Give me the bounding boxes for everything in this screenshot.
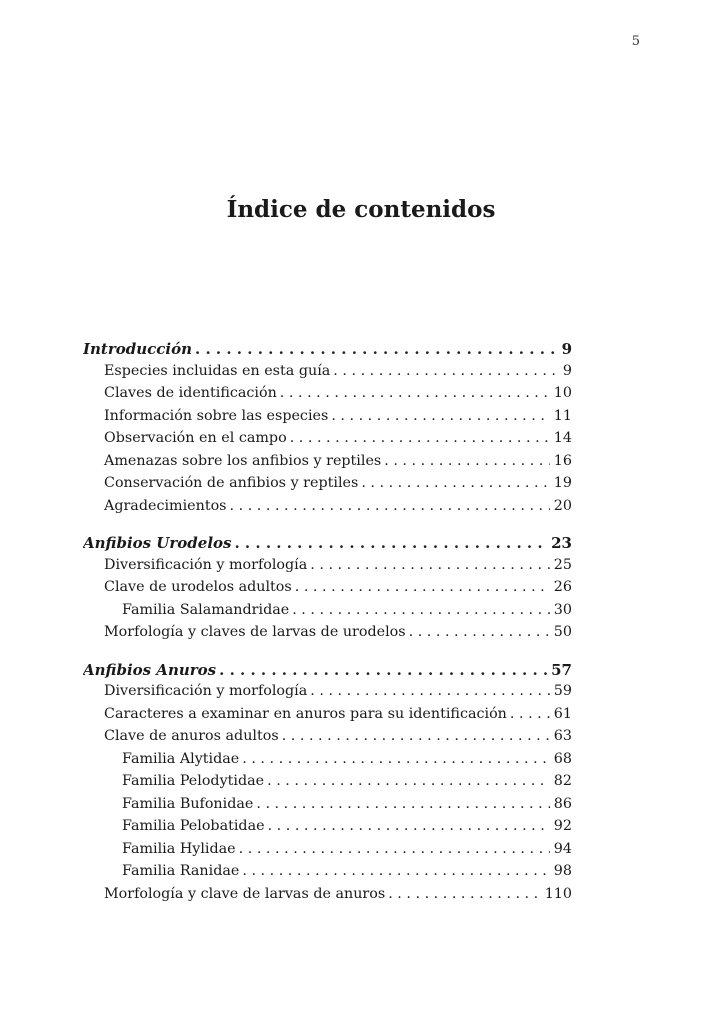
toc-entry-label: Claves de identificación [104, 385, 277, 401]
toc-section-heading[interactable] [83, 340, 572, 363]
dot-leader [267, 773, 550, 789]
toc-entry[interactable] [83, 624, 572, 647]
toc-entry-page: 16 [553, 452, 572, 469]
toc-entry-label: Familia Hylidae [122, 840, 236, 857]
toc-entry-page: 23 [551, 534, 572, 552]
page-number: 5 [631, 34, 640, 49]
toc-section-introduccion [83, 340, 572, 520]
toc-entry[interactable] [83, 579, 572, 602]
toc-entry[interactable] [83, 408, 572, 431]
toc-entry[interactable] [83, 683, 572, 706]
toc-entry-label: Morfología y clave de larvas de anuros [104, 885, 386, 902]
toc-entry-page: 63 [553, 728, 572, 744]
toc-entry-label: Clave de anuros adultos [104, 728, 279, 744]
dot-leader [234, 534, 547, 552]
toc-entry-page: 59 [553, 683, 572, 699]
toc-section-anuros [83, 661, 572, 909]
toc-entry-page: 14 [553, 430, 572, 446]
dot-leader [510, 706, 550, 722]
toc-entry-label: Observación en el campo [104, 430, 287, 446]
dot-leader [331, 408, 549, 424]
toc-entry-label: Introducción [83, 340, 193, 358]
dot-leader [280, 385, 550, 401]
toc-entry[interactable] [83, 557, 572, 580]
dot-leader [239, 841, 550, 857]
toc-entry-page: 9 [561, 340, 572, 358]
toc-entry-page: 10 [553, 385, 572, 401]
toc-entry[interactable] [83, 706, 572, 729]
dot-leader [268, 818, 550, 834]
toc-entry-page: 94 [553, 840, 572, 857]
toc-entry-page: 86 [553, 795, 572, 812]
dot-leader [230, 498, 550, 514]
toc-entry-label: Caracteres a examinar en anuros para su identificación [104, 705, 507, 722]
toc-entry-page: 20 [553, 497, 572, 514]
toc-entry[interactable] [83, 751, 572, 774]
toc-entry-page: 68 [553, 750, 572, 767]
toc-entry-label: Conservación de anfibios y reptiles [104, 475, 359, 491]
dot-leader [361, 475, 549, 491]
toc-entry-label: Familia Salamandridae [122, 601, 290, 618]
toc-entry-label: Familia Pelobatidae [122, 818, 265, 834]
dot-leader [282, 728, 550, 744]
toc-entry-page: 50 [553, 624, 572, 640]
toc-entry[interactable] [83, 728, 572, 751]
dot-leader [295, 579, 550, 595]
table-of-contents [83, 340, 572, 922]
toc-entry-page: 11 [553, 407, 572, 424]
toc-entry-label: Familia Ranidae [122, 863, 240, 879]
dot-leader [195, 340, 558, 358]
toc-entry[interactable] [83, 602, 572, 625]
toc-entry-page: 92 [553, 818, 572, 834]
toc-entry-label: Agradecimientos [104, 497, 227, 514]
toc-entry-label: Diversificación y morfología [104, 683, 308, 699]
toc-entry[interactable] [83, 886, 572, 909]
dot-leader [310, 683, 550, 699]
dot-leader [256, 796, 549, 812]
toc-entry[interactable] [83, 430, 572, 453]
toc-entry-label: Anfibios Anuros [83, 660, 217, 679]
toc-entry-page: 110 [544, 885, 572, 902]
toc-entry-label: Familia Bufonidae [122, 795, 254, 812]
toc-entry-label: Familia Pelodytidae [122, 773, 265, 789]
toc-entry-label: Familia Alytidae [122, 750, 240, 767]
toc-entry-page: 19 [553, 475, 572, 491]
toc-entry-page: 25 [553, 556, 572, 573]
toc-entry[interactable] [83, 385, 572, 408]
dot-leader [333, 363, 559, 379]
toc-entry-label: Diversificación y morfología [104, 556, 308, 573]
toc-entry[interactable] [83, 841, 572, 864]
dot-leader [219, 661, 547, 679]
toc-entry-page: 57 [551, 660, 572, 679]
toc-entry-page: 9 [562, 362, 572, 379]
page-title: Índice de contenidos [226, 196, 496, 223]
dot-leader [310, 557, 550, 573]
dot-leader [242, 863, 549, 879]
toc-section-urodelos [83, 534, 572, 647]
toc-entry-label: Amenazas sobre los anfibios y reptiles [104, 452, 382, 469]
toc-entry-page: 98 [553, 863, 572, 879]
toc-entry-label: Anfibios Urodelos [83, 534, 232, 552]
dot-leader [290, 430, 550, 446]
toc-section-heading[interactable] [83, 661, 572, 684]
dot-leader [409, 624, 550, 640]
toc-entry-label: Información sobre las especies [104, 407, 329, 424]
toc-entry[interactable] [83, 498, 572, 521]
dot-leader [292, 602, 550, 618]
toc-entry[interactable] [83, 863, 572, 886]
toc-entry-label: Especies incluidas en esta guía [104, 362, 331, 379]
toc-entry[interactable] [83, 796, 572, 819]
toc-entry[interactable] [83, 818, 572, 841]
toc-entry[interactable] [83, 773, 572, 796]
dot-leader [384, 453, 550, 469]
toc-entry[interactable] [83, 363, 572, 386]
dot-leader [242, 751, 550, 767]
toc-entry-page: 61 [553, 705, 572, 722]
toc-entry[interactable] [83, 453, 572, 476]
toc-entry-page: 30 [553, 601, 572, 618]
toc-section-heading[interactable] [83, 534, 572, 557]
toc-entry-label: Morfología y claves de larvas de urodelos [104, 624, 406, 640]
toc-entry-label: Clave de urodelos adultos [104, 579, 292, 595]
dot-leader [388, 886, 540, 902]
toc-entry-page: 26 [553, 579, 572, 595]
toc-entry-page: 82 [553, 773, 572, 789]
toc-entry[interactable] [83, 475, 572, 498]
